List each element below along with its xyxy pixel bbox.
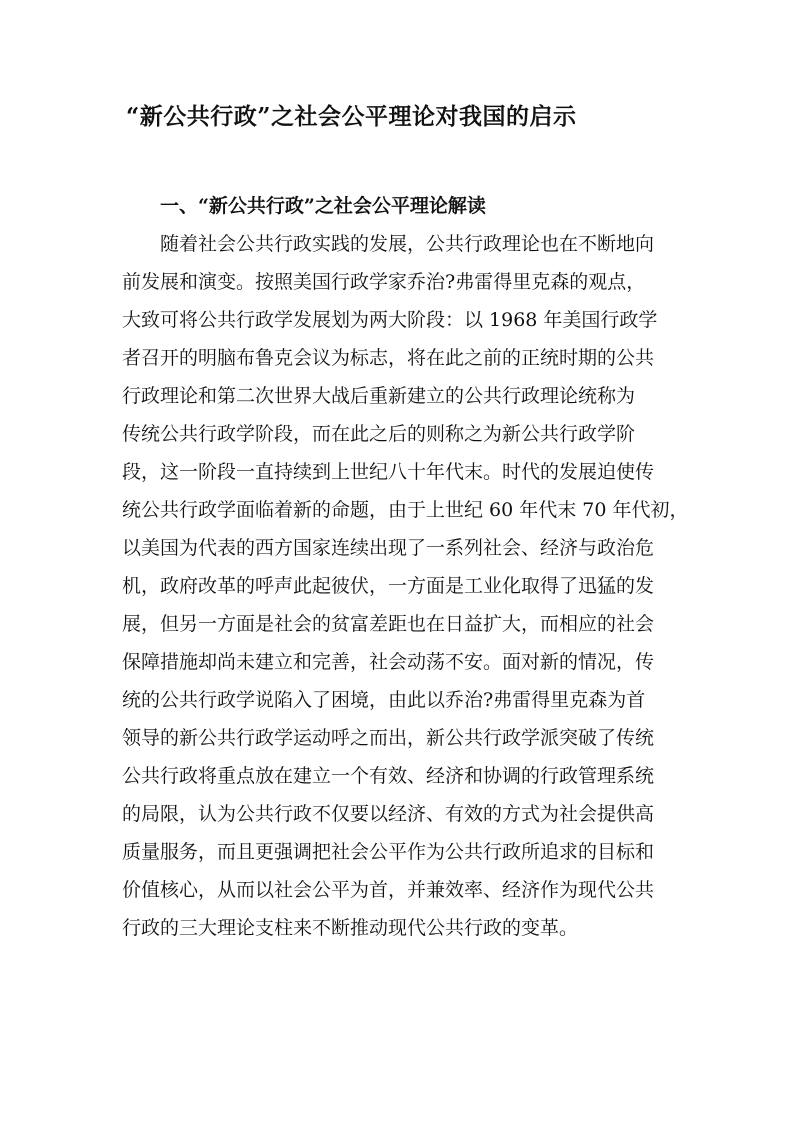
paragraph-line: 机，政府改革的呼声此起彼伏，一方面是工业化取得了迅猛的发 xyxy=(122,575,655,597)
paragraph-line: 领导的新公共行政学运动呼之而出，新公共行政学派突破了传统 xyxy=(122,727,655,749)
paragraph-line: 保障措施却尚未建立和完善，社会动荡不安。面对新的情况，传 xyxy=(122,651,655,673)
paragraph-line: 随着社会公共行政实践的发展，公共行政理论也在不断地向 xyxy=(160,233,655,255)
paragraph-line: 公共行政将重点放在建立一个有效、经济和协调的行政管理系统 xyxy=(122,765,655,787)
paragraph-line: 行政理论和第二次世界大战后重新建立的公共行政理论统称为 xyxy=(122,385,636,407)
paragraph-line: 统公共行政学面临着新的命题，由于上世纪 60 年代末 70 年代初， xyxy=(122,499,689,521)
paragraph-line: 前发展和演变。按照美国行政学家乔治?弗雷得里克森的观点， xyxy=(122,271,646,293)
paragraph-line: 段，这一阶段一直持续到上世纪八十年代末。时代的发展迫使传 xyxy=(122,461,655,483)
paragraph-line: 行政的三大理论支柱来不断推动现代公共行政的变革。 xyxy=(122,917,579,939)
paragraph-line: 展，但另一方面是社会的贫富差距也在日益扩大，而相应的社会 xyxy=(122,613,655,635)
paragraph-line: 的局限，认为公共行政不仅要以经济、有效的方式为社会提供高 xyxy=(122,803,655,825)
paragraph-line: 者召开的明脑布鲁克会议为标志，将在此之前的正统时期的公共 xyxy=(122,347,655,369)
paragraph-line: 统的公共行政学说陷入了困境，由此以乔治?弗雷得里克森为首 xyxy=(122,689,646,711)
paragraph-line: 大致可将公共行政学发展划为两大阶段：以 1968 年美国行政学 xyxy=(122,309,658,331)
paragraph-line: 价值核心，从而以社会公平为首，并兼效率、经济作为现代公共 xyxy=(122,879,655,901)
document-title: “新公共行政”之社会公平理论对我国的启示 xyxy=(126,103,577,130)
section-heading: 一、“新公共行政”之社会公平理论解读 xyxy=(160,195,486,217)
paragraph-line: 质量服务，而且更强调把社会公平作为公共行政所追求的目标和 xyxy=(122,841,655,863)
paragraph-line: 传统公共行政学阶段，而在此之后的则称之为新公共行政学阶 xyxy=(122,423,636,445)
paragraph-line: 以美国为代表的西方国家连续出现了一系列社会、经济与政治危 xyxy=(122,537,655,559)
